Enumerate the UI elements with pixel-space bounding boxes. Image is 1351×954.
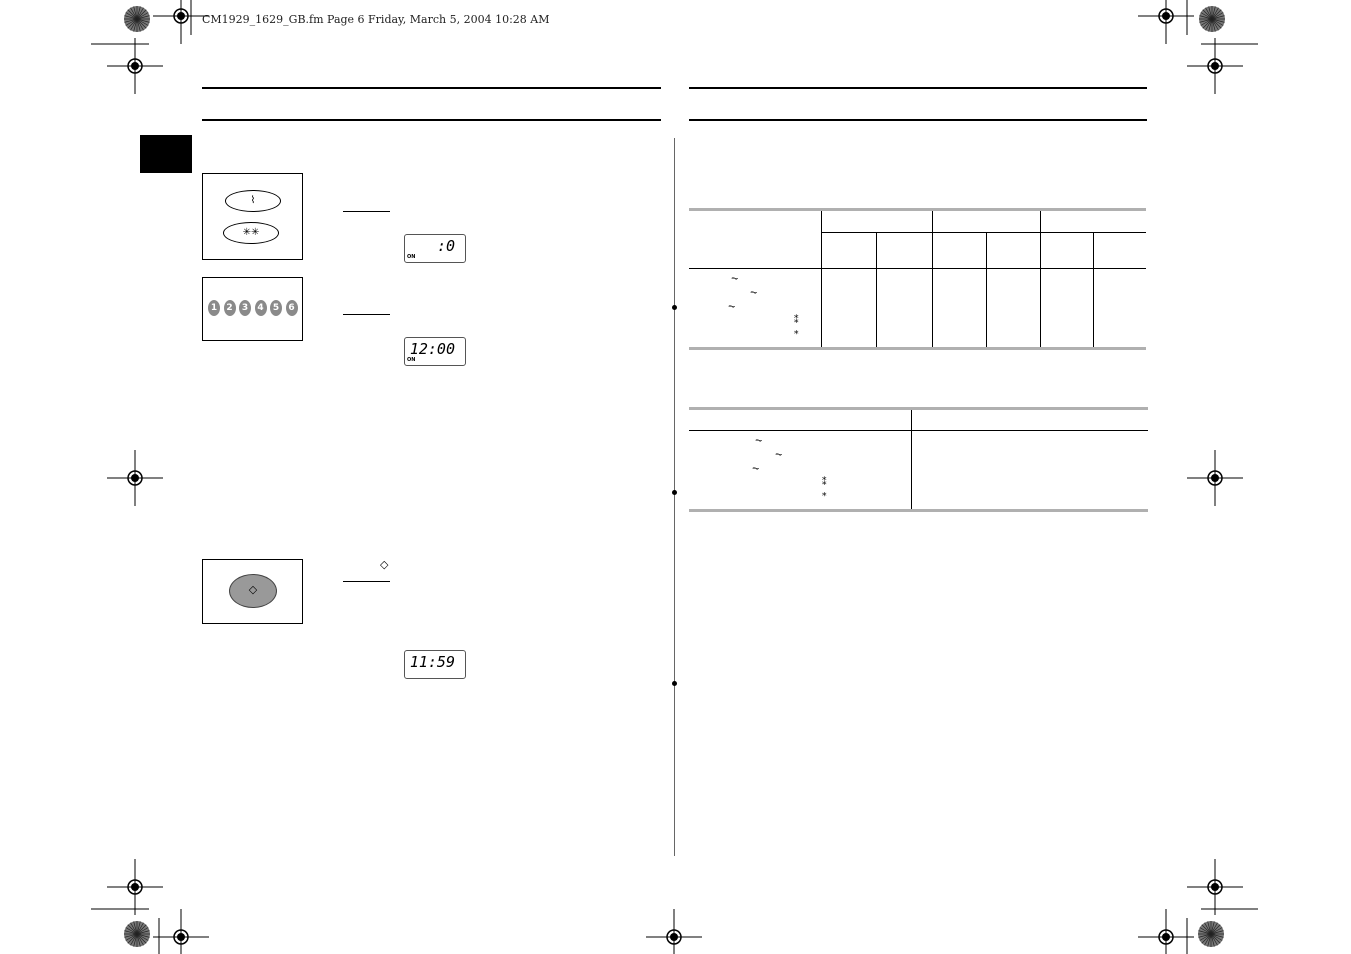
defrost-double-icon: ⁑ (822, 478, 827, 488)
number-button-6[interactable]: 6 (286, 300, 298, 316)
crosshair-mark (107, 450, 163, 506)
steam-medium-icon: ⏦ (775, 450, 783, 460)
crosshair-mark (646, 909, 702, 954)
section-rule-top-left (202, 87, 661, 89)
defrost-double-icon: ⁑ (794, 316, 799, 326)
number-button-3[interactable]: 3 (239, 300, 251, 316)
crosshair-mark (107, 859, 163, 915)
number-button-5[interactable]: 5 (270, 300, 282, 316)
crosshair-mark (153, 909, 209, 954)
steam-dish-icon: ⌇ (250, 195, 256, 206)
file-header: CM1929_1629_GB.fm Page 6 Friday, March 5, 2004 10:28 AM (202, 13, 550, 26)
defrost-single-icon: * (794, 330, 799, 340)
sunburst-mark (1199, 6, 1225, 32)
lcd-display (404, 234, 466, 263)
start-icon: ◇ (248, 583, 258, 596)
number-button-2[interactable]: 2 (224, 300, 236, 316)
steam-medium-icon: ⏦ (750, 288, 758, 298)
crosshair-mark (1138, 909, 1194, 954)
crosshair-mark (1187, 450, 1243, 506)
start-icon: ◇ (380, 558, 389, 571)
defrost-icon: ✳✳ (242, 227, 260, 238)
steam-high-icon: ⏦ (731, 274, 739, 284)
lcd-display (404, 337, 466, 366)
bullet-dot (672, 490, 677, 495)
bullet-dot (672, 305, 677, 310)
steam-defrost-panel (202, 173, 303, 260)
bullet-dot (672, 681, 677, 686)
crosshair-mark (1187, 859, 1243, 915)
step-rule (343, 581, 390, 582)
number-panel (202, 277, 303, 341)
section-rule-bottom-left (202, 119, 661, 121)
crosshair-mark (1187, 38, 1243, 94)
step-rule (343, 211, 390, 212)
steam-button[interactable] (225, 190, 281, 212)
defrost-single-icon: * (822, 492, 827, 502)
start-button[interactable] (229, 574, 277, 608)
sunburst-mark (1198, 921, 1224, 947)
section-rule-top-right (689, 87, 1147, 89)
language-tab (140, 135, 192, 173)
on-indicator: ON (407, 254, 416, 260)
steam-low-icon: ⏦ (728, 302, 736, 312)
defrost-button[interactable] (223, 222, 279, 244)
display-digits: 11:59 (409, 653, 455, 671)
number-button-1[interactable]: 1 (208, 300, 220, 316)
display-digits: 12:00 (409, 340, 455, 358)
page-divider (674, 138, 675, 856)
crosshair-mark (153, 0, 209, 44)
crosshair-mark (107, 38, 163, 94)
steam-high-icon: ⏦ (755, 436, 763, 446)
number-button-4[interactable]: 4 (255, 300, 267, 316)
start-panel (202, 559, 303, 624)
step-rule (343, 314, 390, 315)
sunburst-mark (124, 921, 150, 947)
crosshair-mark (1138, 0, 1194, 44)
display-digits: :0 (436, 237, 455, 255)
steam-low-icon: ⏦ (752, 464, 760, 474)
section-rule-bottom-right (689, 119, 1147, 121)
on-indicator: ON (407, 357, 416, 363)
sunburst-mark (124, 6, 150, 32)
lcd-display (404, 650, 466, 679)
